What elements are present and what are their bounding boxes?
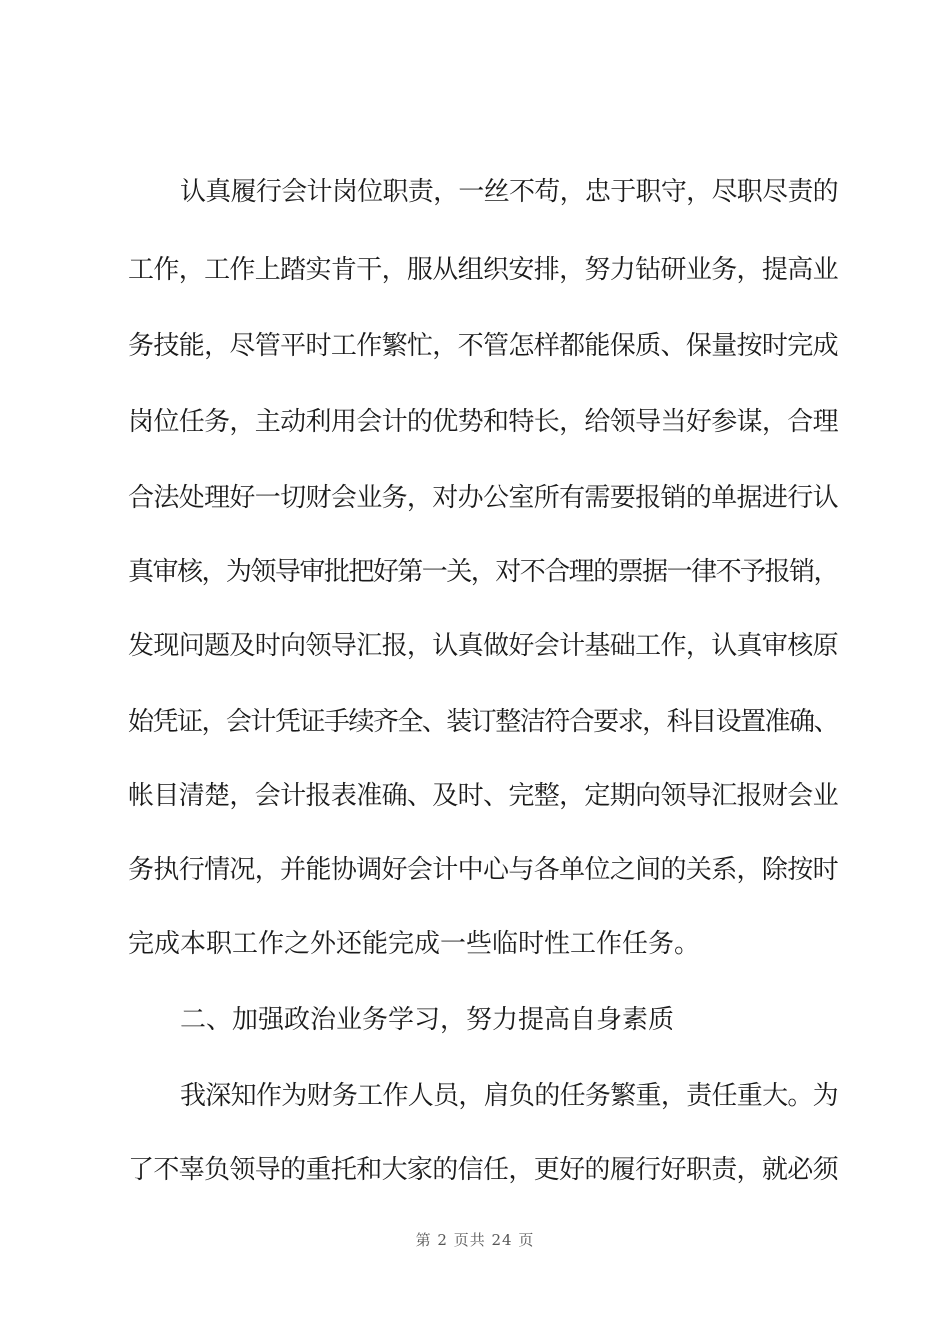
line-text: 帐目清楚，会计报表准确、及时、完整，定期向领导汇报财会业 — [128, 781, 838, 811]
paragraph-line — [0, 626, 950, 666]
line-text: 真审核，为领导审批把好第一关，对不合理的票据一律不予报销， — [128, 557, 838, 587]
line-text: 了不辜负领导的重托和大家的信任，更好的履行好职责，就必须 — [128, 1155, 838, 1185]
line-text: 我深知作为财务工作人员，肩负的任务繁重，责任重大。为 — [180, 1081, 838, 1111]
section-heading-text: 二、加强政治业务学习，努力提高自身素质 — [180, 1005, 675, 1035]
paragraph-line — [0, 552, 950, 592]
line-text: 工作，工作上踏实肯干，服从组织安排，努力钻研业务，提高业 — [128, 255, 838, 285]
line-text: 完成本职工作之外还能完成一些临时性工作任务。 — [128, 929, 701, 959]
paragraph-line — [0, 924, 950, 964]
paragraph-line — [0, 1076, 950, 1116]
paragraph-line — [0, 850, 950, 890]
paragraph-line — [0, 172, 950, 212]
line-text: 认真履行会计岗位职责，一丝不苟，忠于职守，尽职尽责的 — [180, 177, 838, 207]
paragraph-line — [0, 402, 950, 442]
page-number-label: 第 2 页共 24 页 — [415, 1231, 535, 1249]
section-heading — [0, 1000, 950, 1040]
line-text: 始凭证，会计凭证手续齐全、装订整洁符合要求，科目设置准确、 — [128, 707, 838, 737]
line-text: 务技能，尽管平时工作繁忙，不管怎样都能保质、保量按时完成 — [128, 331, 838, 361]
paragraph-line — [0, 776, 950, 816]
line-text: 岗位任务，主动利用会计的优势和特长，给领导当好参谋，合理 — [128, 407, 838, 437]
line-text: 务执行情况，并能协调好会计中心与各单位之间的关系，除按时 — [128, 855, 838, 885]
paragraph-line — [0, 250, 950, 290]
line-text: 发现问题及时向领导汇报，认真做好会计基础工作，认真审核原 — [128, 631, 838, 661]
paragraph-line — [0, 478, 950, 518]
paragraph-line — [0, 702, 950, 742]
line-text: 合法处理好一切财会业务，对办公室所有需要报销的单据进行认 — [128, 483, 838, 513]
paragraph-line — [0, 1150, 950, 1190]
page-footer — [0, 1228, 950, 1252]
paragraph-line — [0, 326, 950, 366]
